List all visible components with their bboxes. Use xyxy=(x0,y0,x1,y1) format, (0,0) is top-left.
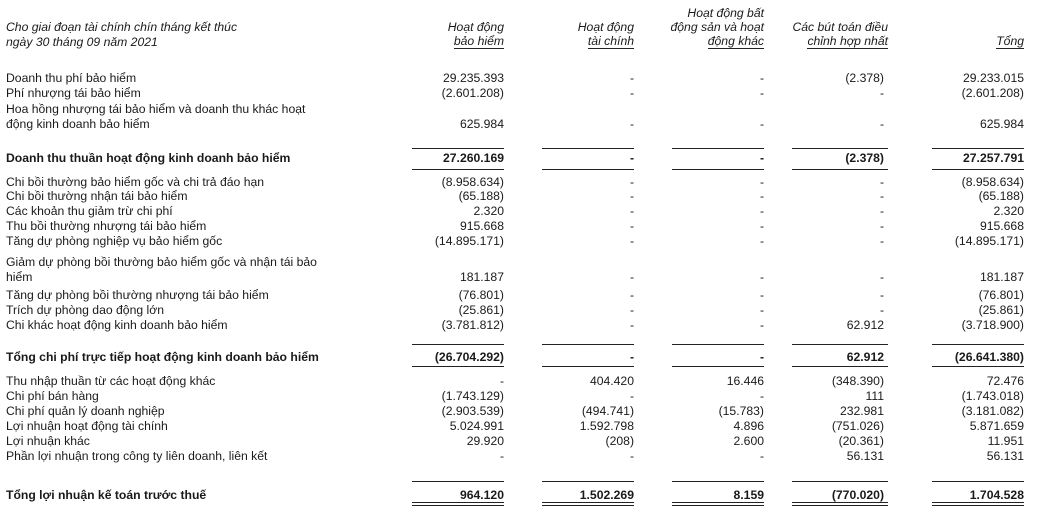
row-label: Lợi nhuận hoạt động tài chính xyxy=(6,419,168,433)
row-label: Hoa hồng nhượng tái bảo hiểm và doanh thu khác hoạt xyxy=(6,102,306,116)
cell-col-4: - xyxy=(879,303,884,317)
cell-col-5: (2.601.208) xyxy=(961,86,1024,100)
row-label: Giảm dự phòng bồi thường bảo hiểm gốc và nhận tái bảo xyxy=(6,255,317,269)
cell-col-5: (1.743.018) xyxy=(961,389,1024,403)
double-rule xyxy=(672,502,764,506)
rule xyxy=(792,148,888,149)
cell-col-3: - xyxy=(759,117,764,131)
cell-col-3: 4.896 xyxy=(733,419,764,433)
cell-col-4: 62.912 xyxy=(846,318,884,332)
cell-col-2: - xyxy=(629,389,634,403)
row-label: Doanh thu thuần hoạt động kinh doanh bảo hiểm xyxy=(6,151,291,165)
cell-col-3: - xyxy=(759,219,764,233)
rule xyxy=(672,481,764,482)
cell-col-4: - xyxy=(879,270,884,284)
col-header-insurance: Hoạt động bảo hiểm xyxy=(447,20,504,48)
row-label: Chi phí quản lý doanh nghiệp xyxy=(6,404,165,418)
cell-col-5: 56.131 xyxy=(986,449,1024,463)
rule xyxy=(542,148,634,149)
cell-col-3: - xyxy=(759,189,764,203)
col-header-consolidation: Các bút toán điều chỉnh hợp nhất xyxy=(792,20,888,48)
cell-col-3: - xyxy=(759,449,764,463)
cell-col-2: - xyxy=(629,219,634,233)
cell-col-3: - xyxy=(759,318,764,332)
cell-col-1: (14.895.171) xyxy=(434,234,504,248)
cell-col-5: (14.895.171) xyxy=(954,234,1024,248)
cell-col-1: (2.903.539) xyxy=(441,404,504,418)
double-rule xyxy=(932,502,1024,506)
col-header-real-estate: Hoạt động bất động sản và hoạt động khác xyxy=(670,6,764,48)
table-row xyxy=(0,350,1044,364)
row-label: Chi bồi thường nhận tái bảo hiểm xyxy=(6,189,188,203)
cell-col-1: 27.260.169 xyxy=(443,151,504,165)
cell-col-2: - xyxy=(629,350,634,364)
cell-col-2: - xyxy=(629,303,634,317)
cell-col-4: (348.390) xyxy=(831,374,884,388)
cell-col-1: (3.781.812) xyxy=(441,318,504,332)
cell-col-4: - xyxy=(879,86,884,100)
period-line-2: ngày 30 tháng 09 năm 2021 xyxy=(6,35,158,49)
rule xyxy=(542,366,634,367)
row-label: Thu nhập thuần từ các hoạt động khác xyxy=(6,374,216,388)
cell-col-3: - xyxy=(759,288,764,302)
cell-col-2: (208) xyxy=(605,434,634,448)
table-row xyxy=(0,449,1044,463)
cell-col-3: - xyxy=(759,389,764,403)
cell-col-4: - xyxy=(879,189,884,203)
row-label: Chi phí bán hàng xyxy=(6,389,99,403)
cell-col-3: - xyxy=(759,350,764,364)
row-label: Tổng chi phí trực tiếp hoạt động kinh doanh bảo hiểm xyxy=(6,350,319,364)
rule xyxy=(792,344,888,345)
cell-col-4: 232.981 xyxy=(839,404,884,418)
cell-col-2: - xyxy=(629,449,634,463)
rule xyxy=(932,148,1024,149)
cell-col-3: - xyxy=(759,151,764,165)
cell-col-5: (3.718.900) xyxy=(961,318,1024,332)
row-label: Phần lợi nhuận trong công ty liên doanh, liên kết xyxy=(6,449,268,463)
rule xyxy=(932,366,1024,367)
rule xyxy=(412,169,504,170)
cell-col-5: 29.233.015 xyxy=(963,71,1024,85)
cell-col-2: - xyxy=(629,117,634,131)
cell-col-3: - xyxy=(759,303,764,317)
table-row xyxy=(0,219,1044,233)
table-row xyxy=(0,71,1044,85)
table-row xyxy=(0,434,1044,448)
cell-col-3: - xyxy=(759,71,764,85)
cell-col-1: 964.120 xyxy=(459,488,504,502)
cell-col-5: (65.188) xyxy=(978,189,1024,203)
cell-col-5: 5.871.659 xyxy=(969,419,1024,433)
cell-col-1: 2.320 xyxy=(473,204,504,218)
row-label: Tăng dự phòng bồi thường nhượng tái bảo hiểm xyxy=(6,288,269,302)
cell-col-2: - xyxy=(629,270,634,284)
cell-col-1: - xyxy=(499,374,504,388)
rule xyxy=(672,344,764,345)
row-label: hiểm xyxy=(6,270,33,284)
row-label: Tổng lợi nhuận kế toán trước thuế xyxy=(6,488,207,502)
cell-col-1: (25.861) xyxy=(458,303,504,317)
cell-col-2: - xyxy=(629,86,634,100)
row-label: động kinh doanh bảo hiểm xyxy=(6,117,150,131)
cell-col-1: 5.024.991 xyxy=(449,419,504,433)
table-row xyxy=(0,318,1044,332)
cell-col-2: - xyxy=(629,151,634,165)
cell-col-3: - xyxy=(759,86,764,100)
row-label: Chi khác hoạt động kinh doanh bảo hiểm xyxy=(6,318,228,332)
cell-col-4: - xyxy=(879,175,884,189)
cell-col-1: (2.601.208) xyxy=(441,86,504,100)
cell-col-3: - xyxy=(759,204,764,218)
rule xyxy=(542,169,634,170)
table-row xyxy=(0,303,1044,317)
cell-col-3: 2.600 xyxy=(733,434,764,448)
cell-col-3: 16.446 xyxy=(726,374,764,388)
cell-col-2: - xyxy=(629,234,634,248)
rule xyxy=(542,481,634,482)
rule xyxy=(932,169,1024,170)
double-rule xyxy=(542,502,634,506)
table-row xyxy=(0,175,1044,189)
cell-col-2: - xyxy=(629,189,634,203)
cell-col-5: 625.984 xyxy=(979,117,1024,131)
period-line-1: Cho giai đoạn tài chính chín tháng kết thúc xyxy=(6,20,238,34)
cell-col-5: (3.181.082) xyxy=(961,404,1024,418)
cell-col-5: 1.704.528 xyxy=(969,488,1024,502)
cell-col-5: 72.476 xyxy=(986,374,1024,388)
rule xyxy=(792,366,888,367)
cell-col-5: 915.668 xyxy=(979,219,1024,233)
cell-col-3: 8.159 xyxy=(733,488,764,502)
col-header-total: Tổng xyxy=(996,34,1024,48)
table-row xyxy=(0,204,1044,218)
rule xyxy=(412,148,504,149)
cell-col-5: 27.257.791 xyxy=(963,151,1024,165)
cell-col-4: - xyxy=(879,117,884,131)
cell-col-4: (2.378) xyxy=(845,71,884,85)
cell-col-2: - xyxy=(629,204,634,218)
cell-col-1: 29.920 xyxy=(466,434,504,448)
cell-col-2: - xyxy=(629,175,634,189)
cell-col-3: (15.783) xyxy=(718,404,764,418)
cell-col-4: 62.912 xyxy=(846,350,884,364)
row-label: Tăng dự phòng nghiệp vụ bảo hiểm gốc xyxy=(6,234,223,248)
cell-col-4: - xyxy=(879,234,884,248)
cell-col-5: (25.861) xyxy=(978,303,1024,317)
col-header-finance: Hoạt động tài chính xyxy=(577,20,634,48)
cell-col-5: (76.801) xyxy=(978,288,1024,302)
table-row xyxy=(0,389,1044,403)
cell-col-1: (26.704.292) xyxy=(434,350,504,364)
cell-col-2: - xyxy=(629,318,634,332)
cell-col-1: 625.984 xyxy=(459,117,504,131)
cell-col-3: - xyxy=(759,234,764,248)
cell-col-5: (26.641.380) xyxy=(954,350,1024,364)
cell-col-4: (2.378) xyxy=(845,151,884,165)
cell-col-4: - xyxy=(879,204,884,218)
table-row xyxy=(0,102,1044,116)
table-row xyxy=(0,151,1044,165)
row-label: Các khoản thu giảm trừ chi phí xyxy=(6,204,173,218)
table-row xyxy=(0,270,1044,284)
cell-col-1: (1.743.129) xyxy=(441,389,504,403)
cell-col-5: 11.951 xyxy=(987,434,1024,448)
table-row xyxy=(0,488,1044,502)
cell-col-4: (770.020) xyxy=(831,488,884,502)
table-row xyxy=(0,189,1044,203)
cell-col-2: - xyxy=(629,71,634,85)
rule xyxy=(792,481,888,482)
cell-col-4: (20.361) xyxy=(838,434,884,448)
rule xyxy=(672,169,764,170)
rule xyxy=(792,169,888,170)
row-label: Phí nhượng tái bảo hiểm xyxy=(6,86,141,100)
cell-col-1: 29.235.393 xyxy=(443,71,504,85)
rule xyxy=(542,344,634,345)
row-label: Chi bồi thường bảo hiểm gốc và chi trả đáo hạn xyxy=(6,175,265,189)
rule xyxy=(412,344,504,345)
table-row xyxy=(0,117,1044,131)
cell-col-3: - xyxy=(759,175,764,189)
row-label: Thu bồi thường nhượng tái bảo hiểm xyxy=(6,219,207,233)
cell-col-4: - xyxy=(879,288,884,302)
row-label: Trích dự phòng dao động lớn xyxy=(6,303,164,317)
table-row xyxy=(0,404,1044,418)
row-label: Doanh thu phí bảo hiểm xyxy=(6,71,137,85)
cell-col-2: - xyxy=(629,288,634,302)
table-row xyxy=(0,255,1044,269)
rule xyxy=(412,366,504,367)
row-label: Lợi nhuận khác xyxy=(6,434,90,448)
double-rule xyxy=(412,502,504,506)
cell-col-2: 404.420 xyxy=(589,374,634,388)
rule xyxy=(412,481,504,482)
table-row xyxy=(0,86,1044,100)
cell-col-5: 2.320 xyxy=(993,204,1024,218)
cell-col-1: (76.801) xyxy=(458,288,504,302)
table-row xyxy=(0,419,1044,433)
rule xyxy=(932,481,1024,482)
table-row xyxy=(0,374,1044,388)
rule xyxy=(672,148,764,149)
cell-col-1: (65.188) xyxy=(458,189,504,203)
cell-col-1: (8.958.634) xyxy=(441,175,504,189)
cell-col-4: 111 xyxy=(865,389,884,403)
cell-col-2: 1.502.269 xyxy=(579,488,634,502)
cell-col-4: - xyxy=(879,219,884,233)
cell-col-2: (494.741) xyxy=(581,404,634,418)
table-row xyxy=(0,288,1044,302)
table-row xyxy=(0,234,1044,248)
cell-col-4: 56.131 xyxy=(846,449,884,463)
cell-col-1: - xyxy=(499,449,504,463)
cell-col-3: - xyxy=(759,270,764,284)
cell-col-1: 915.668 xyxy=(459,219,504,233)
cell-col-5: 181.187 xyxy=(979,270,1024,284)
cell-col-2: 1.592.798 xyxy=(579,419,634,433)
rule xyxy=(932,344,1024,345)
double-rule xyxy=(792,502,888,506)
cell-col-4: (751.026) xyxy=(831,419,884,433)
cell-col-1: 181.187 xyxy=(459,270,504,284)
cell-col-5: (8.958.634) xyxy=(961,175,1024,189)
rule xyxy=(672,366,764,367)
